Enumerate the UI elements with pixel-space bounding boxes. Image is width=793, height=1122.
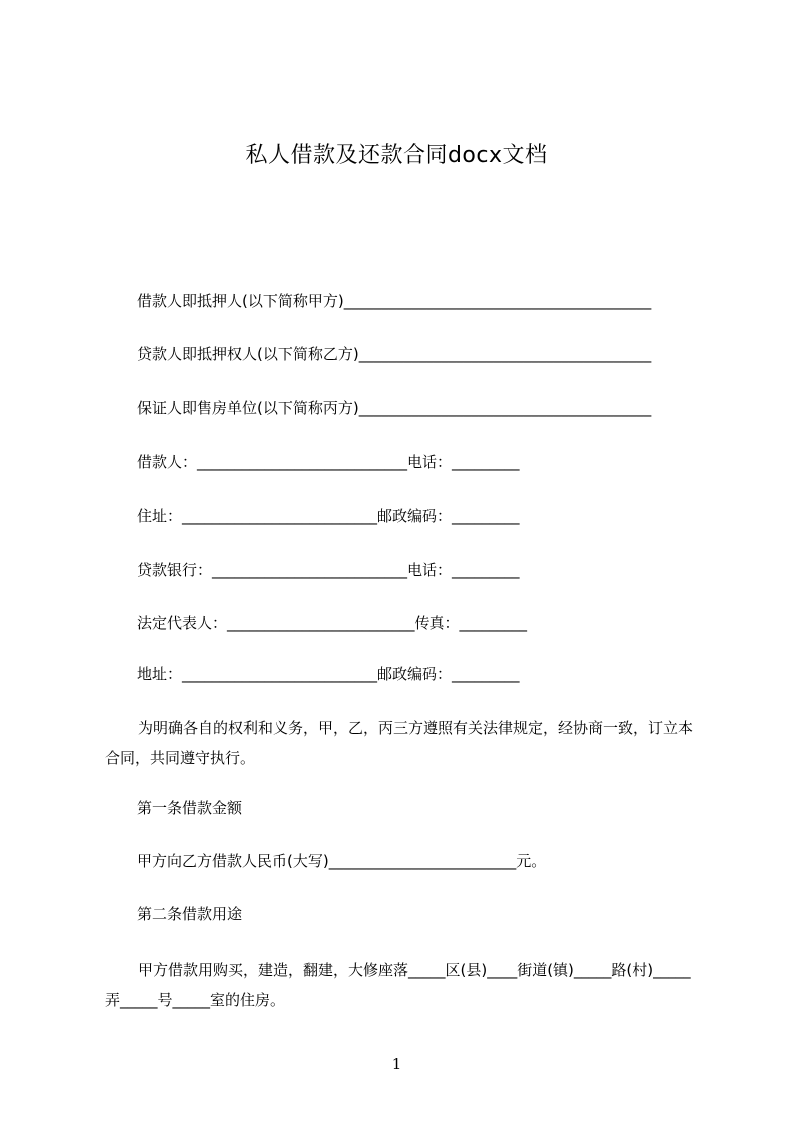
page-number: 1: [391, 1055, 402, 1073]
party-c-line: 保证人即售房单位(以下简称丙方)_______________________________________: [137, 399, 652, 417]
bank-address-postcode-line: 地址：__________________________邮政编码：_________: [137, 665, 520, 683]
purpose-paragraph: 为明确各自的权利和义务，甲，乙，丙三方遵照有关法律规定，经协商一致，订立本合同，共同遵守执行。: [105, 719, 694, 767]
document-title: 私人借款及还款合同docx文档: [245, 143, 548, 168]
borrower-phone-line: 借款人：____________________________电话：_________: [137, 453, 520, 471]
legal-rep-fax-line: 法定代表人：_________________________传真：_________: [137, 614, 528, 632]
party-b-line: 贷款人即抵押权人(以下简称乙方)_______________________________________: [137, 345, 652, 363]
address-postcode-line: 住址：__________________________邮政编码：_________: [137, 507, 520, 525]
article-2-heading: 第二条借款用途: [137, 905, 243, 923]
article-1-text: 甲方向乙方借款人民币(大写)_________________________元。: [137, 852, 547, 870]
article-1-heading: 第一条借款金额: [137, 799, 243, 817]
party-a-line: 借款人即抵押人(以下简称甲方)_________________________________________: [137, 292, 652, 310]
article-2-paragraph: 甲方借款用购买，建造，翻建，大修座落_____区(县)____街道(镇)_____路(村)_____弄_____号_____室的住房。: [105, 961, 691, 1009]
lender-bank-phone-line: 贷款银行：__________________________电话：_________: [137, 561, 520, 579]
